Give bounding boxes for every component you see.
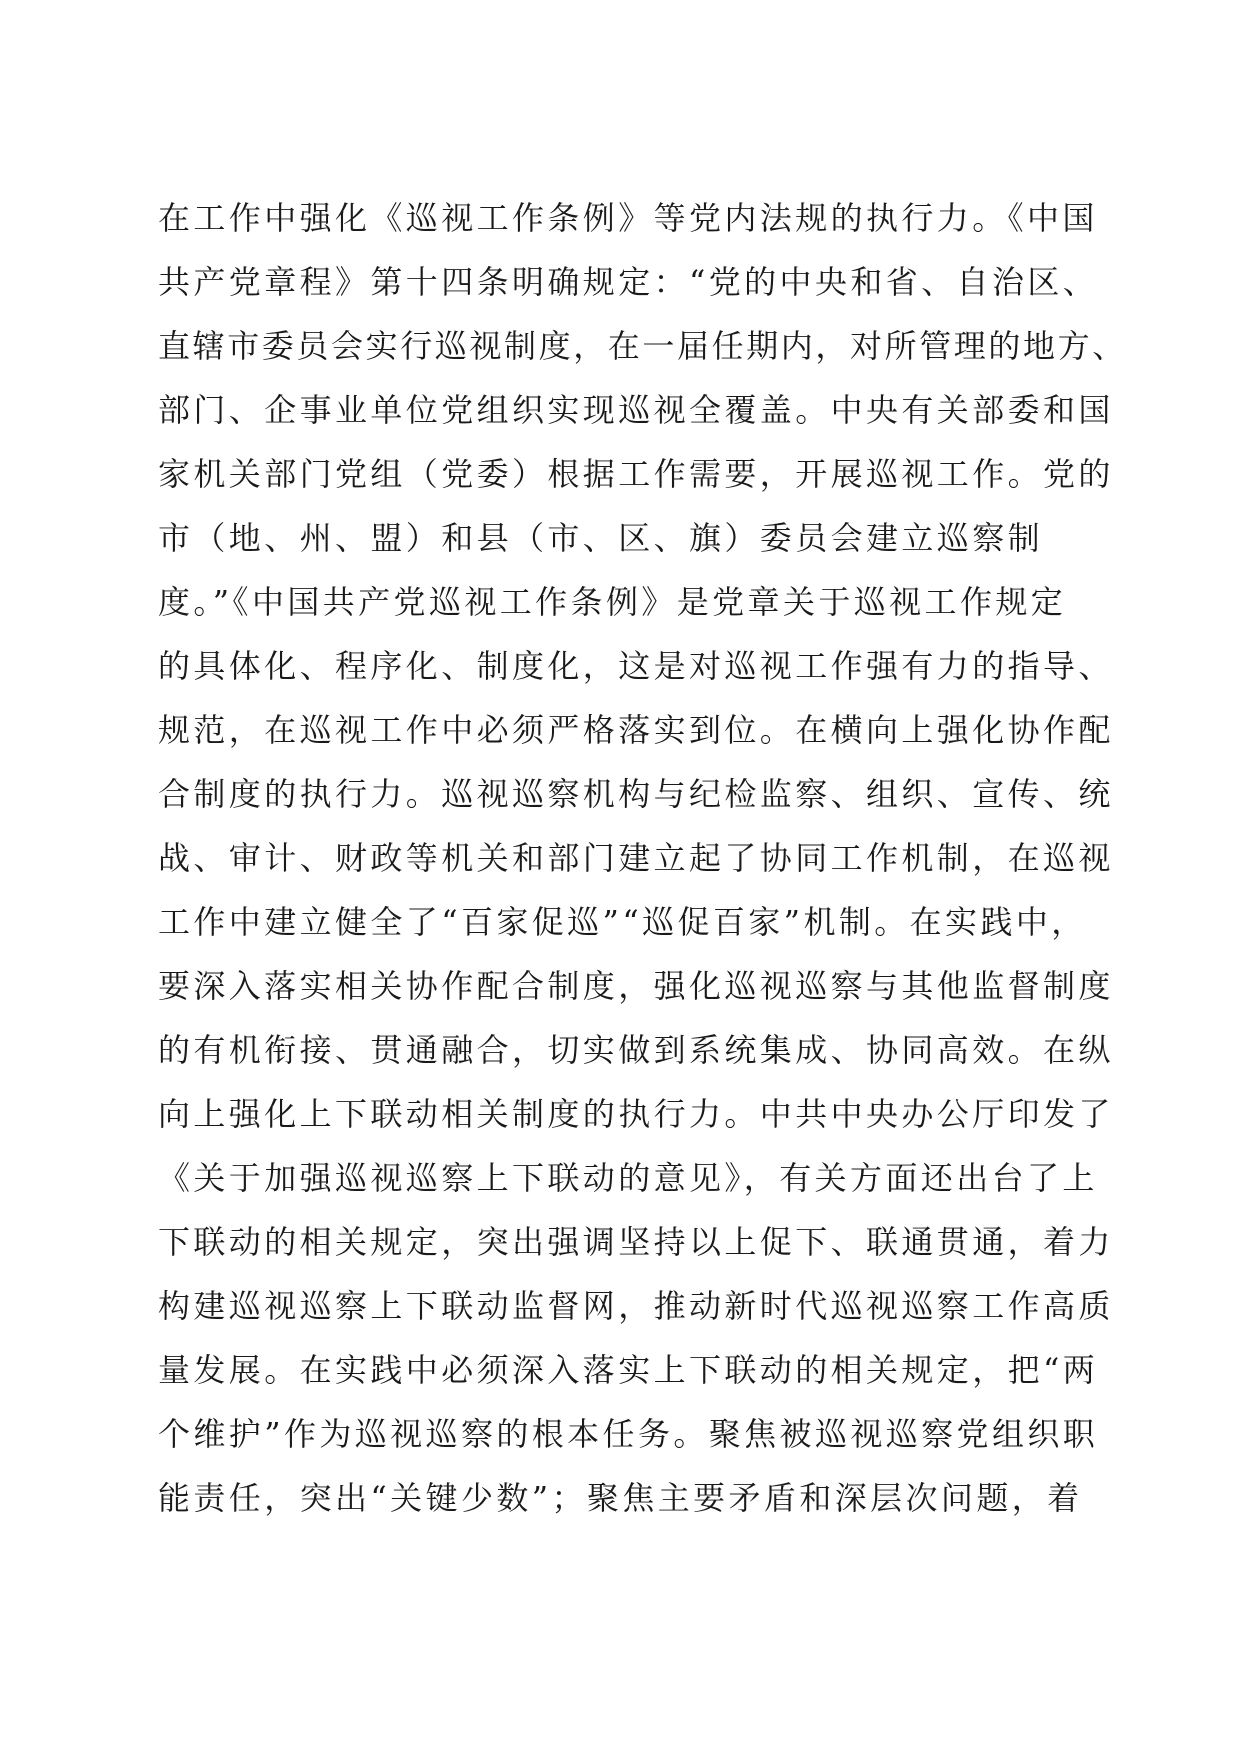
text-line: 向上强化上下联动相关制度的执行力。中共中央办公厅印发了 <box>158 1095 1114 1133</box>
text-line: 规范，在巡视工作中必须严格落实到位。在横向上强化协作配 <box>158 711 1114 749</box>
text-line: 个维护”作为巡视巡察的根本任务。聚焦被巡视巡察党组织职 <box>158 1415 1099 1453</box>
text-line: 构建巡视巡察上下联动监督网，推动新时代巡视巡察工作高质 <box>158 1287 1114 1325</box>
text-line: 能责任，突出“关键少数”；聚焦主要矛盾和深层次问题，着 <box>158 1479 1083 1517</box>
text-line: 家机关部门党组（党委）根据工作需要，开展巡视工作。党的 <box>158 455 1114 493</box>
text-line: 量发展。在实践中必须深入落实上下联动的相关规定，把“两 <box>158 1351 1099 1389</box>
text-line: 直辖市委员会实行巡视制度，在一届任期内，对所管理的地方、 <box>158 327 1127 365</box>
text-line: 下联动的相关规定，突出强调坚持以上促下、联通贯通，着力 <box>158 1223 1114 1261</box>
text-line: 战、审计、财政等机关和部门建立起了协同工作机制，在巡视 <box>158 839 1114 877</box>
text-line: 度。”《中国共产党巡视工作条例》是党章关于巡视工作规定 <box>158 583 1067 621</box>
text-line: 《关于加强巡视巡察上下联动的意见》，有关方面还出台了上 <box>158 1159 1098 1197</box>
text-line: 的有机衔接、贯通融合，切实做到系统集成、协同高效。在纵 <box>158 1031 1114 1069</box>
text-line: 要深入落实相关协作配合制度，强化巡视巡察与其他监督制度 <box>158 967 1114 1005</box>
text-line: 市（地、州、盟）和县（市、区、旗）委员会建立巡察制 <box>158 519 1044 557</box>
text-line: 在工作中强化《巡视工作条例》等党内法规的执行力。《中国 <box>158 199 1098 237</box>
body-text <box>158 186 1127 1530</box>
text-line: 合制度的执行力。巡视巡察机构与纪检监察、组织、宣传、统 <box>158 775 1114 813</box>
text-line: 工作中建立健全了“百家促巡”“巡促百家”机制。在实践中， <box>158 903 1087 941</box>
text-line: 部门、企事业单位党组织实现巡视全覆盖。中央有关部委和国 <box>158 391 1114 429</box>
text-line: 的具体化、程序化、制度化，这是对巡视工作强有力的指导、 <box>158 647 1114 685</box>
text-line: 共产党章程》第十四条明确规定：“党的中央和省、自治区、 <box>158 263 1099 301</box>
